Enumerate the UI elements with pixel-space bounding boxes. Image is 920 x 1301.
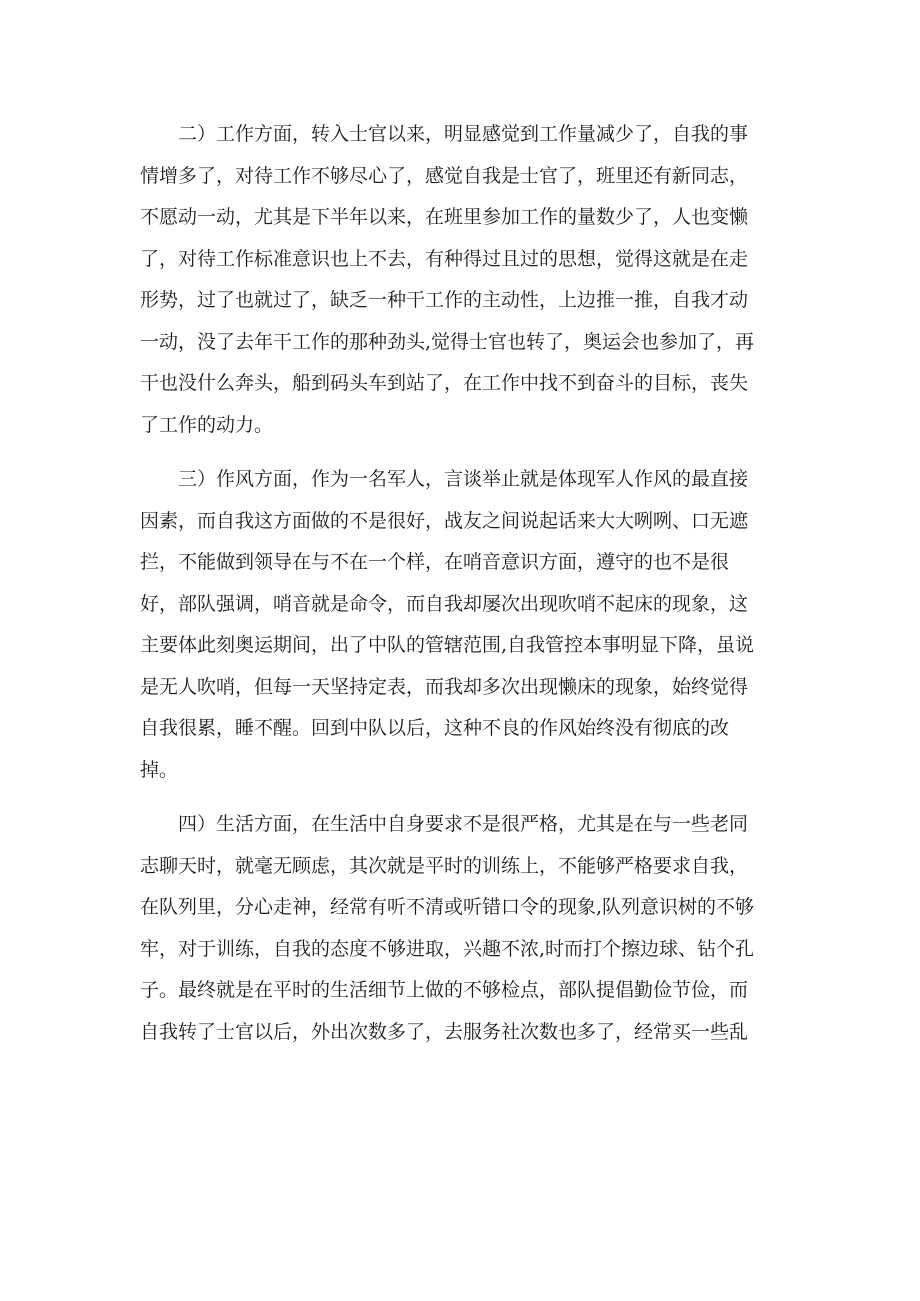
text-line: 一动，没了去年干工作的那种劲头,觉得士官也转了，奥运会也参加了，再	[140, 330, 755, 353]
text-line: 志聊天时，就毫无顾虑，其次就是平时的训练上，不能够严格要求自我，	[140, 854, 749, 877]
text-line: 不愿动一动，尤其是下半年以来，在班里参加工作的量数少了，人也变懒	[140, 206, 749, 228]
text-line: 二）工作方面，转入士官以来，明显感觉到工作量减少了，自我的事	[178, 123, 749, 145]
text-line: 了工作的动力。	[140, 413, 274, 436]
text-line: 情增多了，对待工作不够尽心了，感觉自我是士官了，班里还有新同志，	[140, 164, 749, 187]
text-line: 主要体此刻奥运期间，出了中队的管辖范围,自我管控本事明显下降，虽说	[140, 634, 755, 656]
paragraph-work	[140, 114, 790, 446]
text-line: 牢，对于训练，自我的态度不够进取，兴趣不浓,时而打个擦边球、钻个孔	[140, 937, 755, 960]
paragraph-life	[140, 804, 790, 1053]
text-line: 因素，而自我这方面做的不是很好，战友之间说起话来大大咧咧、口无遮	[140, 509, 749, 532]
text-line: 自我转了士官以后，外出次数多了，去服务社次数也多了，经常买一些乱	[140, 1020, 749, 1043]
text-line: 拦，不能做到领导在与不在一个样，在哨音意识方面，遵守的也不是很	[140, 551, 730, 573]
text-line: 子。最终就是在平时的生活细节上做的不够检点，部队提倡勤俭节俭，而	[140, 979, 749, 1001]
text-line: 自我很累，睡不醒。回到中队以后，这种不良的作风始终没有彻底的改	[140, 717, 730, 739]
paragraph-spacer	[140, 446, 790, 459]
text-line: 了，对待工作标准意识也上不去，有种得过且过的思想，觉得这就是在走	[140, 247, 749, 270]
text-line: 是无人吹哨，但每一天坚持定表，而我却多次出现懒床的现象，始终觉得	[140, 675, 749, 698]
document-body	[140, 114, 790, 1053]
text-line: 干也没什么奔头，船到码头车到站了，在工作中找不到奋斗的目标，丧失	[140, 372, 749, 394]
text-line: 掉。	[140, 758, 179, 781]
text-line: 四）生活方面，在生活中自身要求不是很严格，尤其是在与一些老同	[178, 813, 749, 835]
text-line: 形势，过了也就过了，缺乏一种干工作的主动性，上边推一推，自我才动	[140, 289, 749, 311]
text-line: 好，部队强调，哨音就是命令，而自我却屡次出现吹哨不起床的现象，这	[140, 592, 749, 615]
text-line: 三）作风方面，作为一名军人，言谈举止就是体现军人作风的最直接	[178, 468, 749, 490]
paragraph-spacer	[140, 791, 790, 804]
paragraph-style	[140, 459, 790, 791]
text-line: 在队列里，分心走神，经常有听不清或听错口令的现象,队列意识树的不够	[140, 896, 755, 918]
